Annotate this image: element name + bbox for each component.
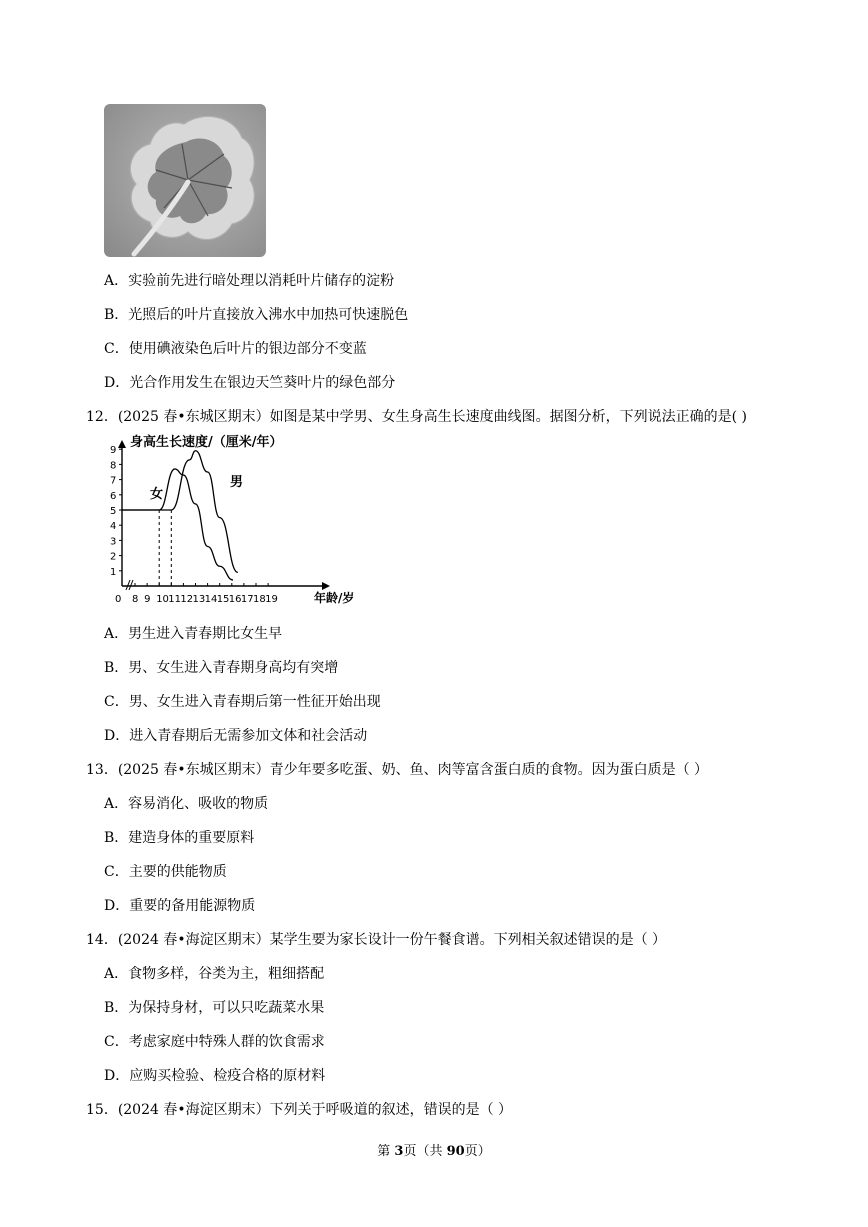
q12-option-c: C．男、女生进入青春期后第一性征开始出现: [104, 694, 381, 710]
y-tick-label: 7: [110, 475, 117, 487]
y-tick-label: 9: [110, 445, 117, 457]
x-tick-label: 18: [253, 594, 266, 605]
footer-total-pages: 90: [446, 1144, 465, 1159]
y-axis-arrow: [118, 440, 126, 448]
footer-page-number: 3: [394, 1144, 404, 1159]
q13-option-c: C．主要的供能物质: [104, 864, 227, 880]
x-tick-label: 12: [180, 594, 194, 605]
x-tick-label: 8: [132, 594, 139, 605]
series-line-male: [122, 451, 238, 573]
series-label-female: 女: [150, 487, 164, 502]
x-tick-label: 14: [204, 594, 218, 605]
q11-option-d: D．光合作用发生在银边天竺葵叶片的绿色部分: [104, 375, 396, 391]
growth-speed-chart: [104, 434, 374, 610]
x-tick-label: 17: [240, 594, 254, 605]
q14-option-c: C．考虑家庭中特殊人群的饮食需求: [104, 1034, 325, 1050]
q14-option-d: D．应购买检验、检疫合格的原材料: [104, 1068, 326, 1084]
q12-option-a: A．男生进入青春期比女生早: [104, 626, 283, 642]
q12-option-d: D．进入青春期后无需参加文体和社会活动: [104, 728, 368, 744]
x-axis-arrow: [322, 582, 330, 590]
q11-option-b: B．光照后的叶片直接放入沸水中加热可快速脱色: [104, 307, 409, 323]
y-tick-label: 8: [110, 460, 117, 472]
page-footer: [0, 1140, 868, 1159]
y-tick-label: 4: [110, 521, 117, 533]
footer-mid: 页（共: [403, 1144, 447, 1159]
x-tick-label: 0: [115, 594, 122, 605]
q12-stem: 12．(2025 春•东城区期末）如图是某中学男、女生身高生长速度曲线图。据图分析，下列说法正确的是( ): [86, 409, 747, 425]
y-tick-label: 1: [110, 566, 117, 578]
y-axis-label: 身高生长速度/（厘米/年）: [130, 435, 283, 450]
q13-option-a: A．容易消化、吸收的物质: [104, 796, 269, 812]
q11-option-a: A．实验前先进行暗处理以消耗叶片储存的淀粉: [104, 273, 395, 289]
q13-option-d: D．重要的备用能源物质: [104, 898, 256, 914]
footer-suffix: 页）: [464, 1144, 491, 1159]
y-tick-label: 6: [110, 490, 117, 502]
q13-stem: 13．(2025 春•东城区期末）青少年要多吃蛋、奶、鱼、肉等富含蛋白质的食物。因为蛋白质是（ ）: [86, 762, 709, 778]
q15-stem: 15．(2024 春•海淀区期末）下列关于呼吸道的叙述，错误的是（ ）: [86, 1102, 513, 1118]
q14-option-a: A．食物多样，谷类为主，粗细搭配: [104, 966, 325, 982]
q11-option-c: C．使用碘液染色后叶片的银边部分不变蓝: [104, 341, 367, 357]
q14-stem: 14．(2024 春•海淀区期末）某学生要为家长设计一份午餐食谱。下列相关叙述错误的是（ ）: [86, 932, 667, 948]
y-tick-label: 2: [110, 551, 117, 563]
x-tick-label: 9: [144, 594, 151, 605]
x-tick-label: 15: [216, 594, 230, 605]
q14-option-b: B．为保持身材，可以只吃蔬菜水果: [104, 1000, 325, 1016]
x-tick-label: 16: [228, 594, 242, 605]
q12-option-b: B．男、女生进入青春期身高均有突增: [104, 660, 339, 676]
series-label-male: 男: [230, 475, 244, 490]
leaf-photo: [104, 104, 266, 257]
q13-option-b: B．建造身体的重要原料: [104, 830, 255, 846]
x-tick-label: 10: [156, 594, 169, 605]
x-tick-label: 19: [265, 594, 278, 605]
y-tick-label: 5: [110, 506, 117, 517]
footer-prefix: 第: [377, 1144, 395, 1159]
y-tick-label: 3: [110, 536, 117, 548]
x-tick-label: 11: [168, 594, 182, 605]
x-axis-label: 年龄/岁: [314, 591, 355, 605]
x-tick-label: 13: [192, 594, 206, 605]
series-line-female: [122, 469, 233, 580]
